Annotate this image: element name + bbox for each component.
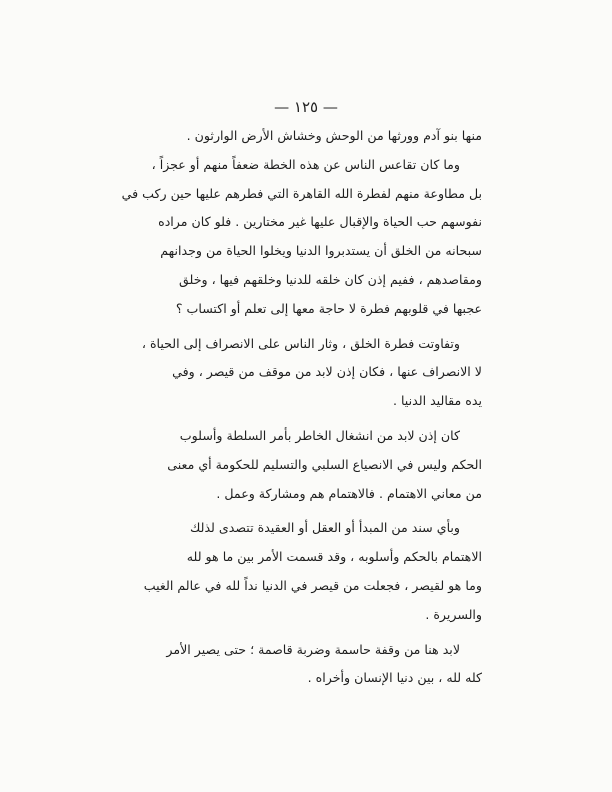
paragraph-6 — [118, 636, 482, 694]
body-text — [118, 122, 482, 693]
text-line: بل مطاوعة منهم لفطرة الله القاهرة التي فطرهم عليها حين ركب في — [121, 185, 482, 201]
paragraph-3 — [118, 330, 482, 416]
paragraph-4 — [118, 422, 482, 508]
text-line: وبأي سند من المبدأ أو العقل أو العقيدة تتصدى لذلك — [190, 520, 460, 536]
text-line: والسريرة . — [425, 606, 482, 622]
text-line: عجبها في قلوبهم فطرة لا حاجة معها إلى تعلم أو اكتساب ؟ — [175, 300, 482, 316]
text-line: وما هو لقيصر ، فجعلت من قيصر في الدنيا نداً لله في عالم الغيب — [143, 577, 482, 593]
text-line: لا الانصراف عنها ، فكان إذن لابد من موقف من قيصر ، وفي — [172, 364, 482, 380]
page-number: — ١٢٥ — — [274, 98, 338, 116]
text-line: منها بنو آدم وورثها من الوحش وخشاش الأرض الوارثون . — [186, 128, 482, 143]
paragraph-2 — [118, 151, 482, 324]
text-line: كان إذن لابد من انشغال الخاطر بأمر السلطة وأسلوب — [179, 427, 460, 443]
text-line: وتفاوتت فطرة الخلق ، وثار الناس على الانصراف إلى الحياة ، — [141, 335, 460, 351]
text-line: وما كان تقاعس الناس عن هذه الخطة ضعفاً منهم أو عجزاً ، — [151, 156, 460, 172]
text-line: سبحانه من الخلق أن يستدبروا الدنيا ويخلوا الحياة من وجدانهم — [160, 243, 482, 259]
text-line: نفوسهم حب الحياة والإقبال عليها غير مختارين . فلو كان مراده — [158, 214, 482, 230]
text-line: كله لله ، بين دنيا الإنسان وأخراه . — [307, 670, 482, 686]
paragraph-5 — [118, 514, 482, 629]
text-line: الحكم وليس في الانصياع السلبي والتسليم للحكومة أي معنى — [167, 456, 482, 472]
text-line: الاهتمام بالحكم وأسلوبه ، وقد قسمت الأمر بين ما هو لله — [186, 549, 482, 565]
text-line: من معاني الاهتمام . فالاهتمام هم ومشاركة وعمل . — [216, 485, 482, 501]
text-line: ومقاصدهم ، ففيم إذن كان خلقه للدنيا وخلقهم فيها ، وخلق — [179, 271, 482, 287]
paragraph-1 — [118, 122, 482, 151]
text-line: لابد هنا من وقفة حاسمة وضربة قاصمة ؛ حتى يصير الأمر — [166, 641, 460, 657]
text-line: يده مقاليد الدنيا . — [392, 393, 482, 409]
